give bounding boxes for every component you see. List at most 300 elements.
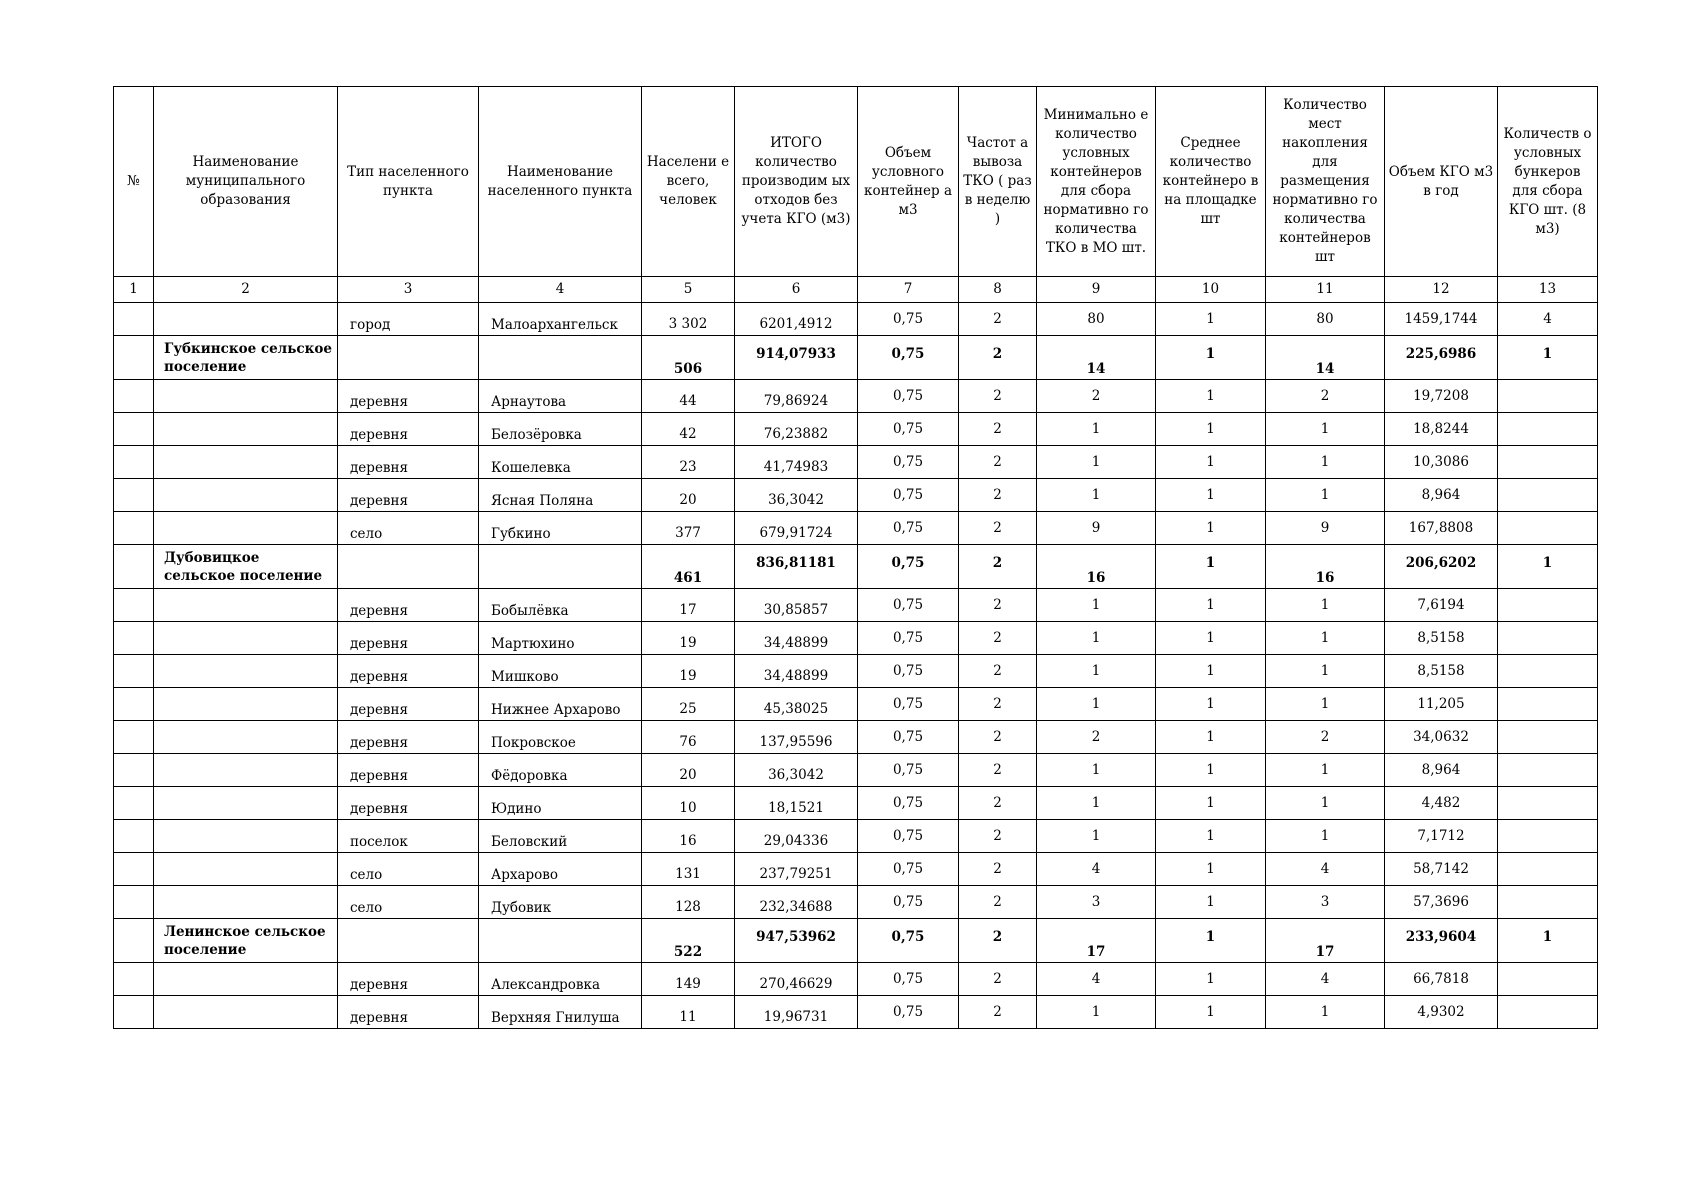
header-cell: Частот а вывоза ТКО ( раз в неделю ) [959, 87, 1037, 277]
avg-containers-cell: 1 [1156, 380, 1266, 413]
header-cell: Объем условного контейнер а м3 [858, 87, 959, 277]
header-cell: Среднее количество контейнеро в на площадке шт [1156, 87, 1266, 277]
table-row [114, 655, 1598, 688]
settlement-type-cell [338, 545, 479, 589]
total-waste-cell: 137,95596 [735, 721, 858, 754]
avg-containers-cell: 1 [1156, 886, 1266, 919]
settlement-type-cell [338, 919, 479, 963]
avg-containers-cell: 1 [1156, 996, 1266, 1029]
row-number-cell [114, 655, 154, 688]
frequency-cell: 2 [959, 589, 1037, 622]
frequency-cell: 2 [959, 963, 1037, 996]
header-cell: Минимально е количество условных контейнеров для сбора нормативно го количества ТКО в МО шт. [1037, 87, 1156, 277]
header-cell: Наименование населенного пункта [479, 87, 642, 277]
places-cell: 1 [1266, 589, 1385, 622]
row-number-cell [114, 996, 154, 1029]
table-row [114, 996, 1598, 1029]
places-cell: 1 [1266, 996, 1385, 1029]
settlement-type-cell: деревня [338, 787, 479, 820]
container-volume-cell: 0,75 [858, 655, 959, 688]
population-cell: 17 [642, 589, 735, 622]
settlement-type-cell: деревня [338, 721, 479, 754]
settlement-name-cell: Покровское [479, 721, 642, 754]
min-containers-cell: 4 [1037, 853, 1156, 886]
container-volume-cell: 0,75 [858, 963, 959, 996]
places-cell: 1 [1266, 787, 1385, 820]
population-cell: 149 [642, 963, 735, 996]
total-waste-cell: 232,34688 [735, 886, 858, 919]
frequency-cell: 2 [959, 996, 1037, 1029]
min-containers-cell: 80 [1037, 303, 1156, 336]
row-number-cell [114, 721, 154, 754]
header-cell: ИТОГО количество производим ых отходов без учета КГО (м3) [735, 87, 858, 277]
frequency-cell: 2 [959, 479, 1037, 512]
municipality-cell [154, 721, 338, 754]
municipality-cell [154, 622, 338, 655]
municipality-cell [154, 688, 338, 721]
places-cell: 16 [1266, 545, 1385, 589]
municipality-cell: Губкинское сельское поселение [154, 336, 338, 380]
avg-containers-cell: 1 [1156, 963, 1266, 996]
avg-containers-cell: 1 [1156, 655, 1266, 688]
min-containers-cell: 1 [1037, 655, 1156, 688]
settlement-name-cell: Фёдоровка [479, 754, 642, 787]
avg-containers-cell: 1 [1156, 754, 1266, 787]
table-body [114, 303, 1598, 1029]
places-cell: 14 [1266, 336, 1385, 380]
bunkers-cell [1498, 446, 1598, 479]
frequency-cell: 2 [959, 303, 1037, 336]
total-waste-cell: 79,86924 [735, 380, 858, 413]
bunkers-cell [1498, 996, 1598, 1029]
settlement-name-cell: Александровка [479, 963, 642, 996]
population-cell: 44 [642, 380, 735, 413]
municipality-cell [154, 820, 338, 853]
population-cell: 506 [642, 336, 735, 380]
population-cell: 10 [642, 787, 735, 820]
places-cell: 4 [1266, 853, 1385, 886]
places-cell: 80 [1266, 303, 1385, 336]
municipality-cell [154, 853, 338, 886]
municipality-row [114, 336, 1598, 380]
bunkers-cell [1498, 479, 1598, 512]
header-cell: Наименование муниципального образования [154, 87, 338, 277]
column-number-row [114, 277, 1598, 303]
kgo-volume-cell: 4,482 [1385, 787, 1498, 820]
municipality-row [114, 545, 1598, 589]
municipality-cell [154, 655, 338, 688]
settlement-name-cell: Нижнее Архарово [479, 688, 642, 721]
table-row [114, 622, 1598, 655]
settlement-name-cell: Кошелевка [479, 446, 642, 479]
table-row [114, 446, 1598, 479]
kgo-volume-cell: 233,9604 [1385, 919, 1498, 963]
min-containers-cell: 1 [1037, 413, 1156, 446]
column-number-cell: 1 [114, 277, 154, 303]
row-number-cell [114, 853, 154, 886]
kgo-volume-cell: 11,205 [1385, 688, 1498, 721]
bunkers-cell [1498, 853, 1598, 886]
column-number-cell: 3 [338, 277, 479, 303]
table-row [114, 688, 1598, 721]
table-row [114, 754, 1598, 787]
bunkers-cell [1498, 622, 1598, 655]
kgo-volume-cell: 1459,1744 [1385, 303, 1498, 336]
kgo-volume-cell: 18,8244 [1385, 413, 1498, 446]
bunkers-cell [1498, 655, 1598, 688]
min-containers-cell: 1 [1037, 996, 1156, 1029]
row-number-cell [114, 380, 154, 413]
settlement-type-cell [338, 336, 479, 380]
bunkers-cell [1498, 820, 1598, 853]
frequency-cell: 2 [959, 380, 1037, 413]
total-waste-cell: 36,3042 [735, 754, 858, 787]
settlement-type-cell: поселок [338, 820, 479, 853]
total-waste-cell: 45,38025 [735, 688, 858, 721]
municipality-cell [154, 479, 338, 512]
table-row [114, 853, 1598, 886]
min-containers-cell: 4 [1037, 963, 1156, 996]
municipality-cell [154, 380, 338, 413]
population-cell: 131 [642, 853, 735, 886]
settlement-name-cell: Мартюхино [479, 622, 642, 655]
settlement-type-cell: деревня [338, 688, 479, 721]
settlement-name-cell: Юдино [479, 787, 642, 820]
container-volume-cell: 0,75 [858, 479, 959, 512]
table-row [114, 820, 1598, 853]
column-number-cell: 2 [154, 277, 338, 303]
municipality-row [114, 919, 1598, 963]
row-number-cell [114, 303, 154, 336]
settlement-type-cell: село [338, 512, 479, 545]
header-cell: Тип населенного пункта [338, 87, 479, 277]
settlement-type-cell: деревня [338, 963, 479, 996]
header-cell: Количество мест накопления для размещения нормативно го количества контейнеров шт [1266, 87, 1385, 277]
population-cell: 76 [642, 721, 735, 754]
total-waste-cell: 19,96731 [735, 996, 858, 1029]
kgo-volume-cell: 167,8808 [1385, 512, 1498, 545]
bunkers-cell: 1 [1498, 919, 1598, 963]
table-row [114, 303, 1598, 336]
municipality-cell [154, 589, 338, 622]
min-containers-cell: 1 [1037, 754, 1156, 787]
frequency-cell: 2 [959, 820, 1037, 853]
row-number-cell [114, 754, 154, 787]
min-containers-cell: 9 [1037, 512, 1156, 545]
container-volume-cell: 0,75 [858, 721, 959, 754]
row-number-cell [114, 963, 154, 996]
kgo-volume-cell: 57,3696 [1385, 886, 1498, 919]
min-containers-cell: 1 [1037, 787, 1156, 820]
settlement-name-cell: Верхняя Гнилуша [479, 996, 642, 1029]
column-number-cell: 8 [959, 277, 1037, 303]
bunkers-cell: 1 [1498, 545, 1598, 589]
population-cell: 42 [642, 413, 735, 446]
population-cell: 20 [642, 479, 735, 512]
min-containers-cell: 1 [1037, 589, 1156, 622]
total-waste-cell: 34,48899 [735, 655, 858, 688]
min-containers-cell: 17 [1037, 919, 1156, 963]
population-cell: 377 [642, 512, 735, 545]
container-volume-cell: 0,75 [858, 886, 959, 919]
population-cell: 19 [642, 655, 735, 688]
column-number-cell: 11 [1266, 277, 1385, 303]
column-number-cell: 6 [735, 277, 858, 303]
settlement-name-cell: Архарово [479, 853, 642, 886]
container-volume-cell: 0,75 [858, 380, 959, 413]
row-number-cell [114, 413, 154, 446]
kgo-volume-cell: 8,964 [1385, 479, 1498, 512]
container-volume-cell: 0,75 [858, 787, 959, 820]
municipality-cell [154, 754, 338, 787]
container-volume-cell: 0,75 [858, 820, 959, 853]
min-containers-cell: 2 [1037, 380, 1156, 413]
table-row [114, 380, 1598, 413]
avg-containers-cell: 1 [1156, 446, 1266, 479]
table-row [114, 787, 1598, 820]
header-cell: Населени е всего, человек [642, 87, 735, 277]
settlement-type-cell: деревня [338, 754, 479, 787]
settlement-name-cell: Ясная Поляна [479, 479, 642, 512]
bunkers-cell [1498, 963, 1598, 996]
container-volume-cell: 0,75 [858, 545, 959, 589]
row-number-cell [114, 589, 154, 622]
settlement-type-cell: село [338, 853, 479, 886]
settlement-name-cell: Беловский [479, 820, 642, 853]
settlement-name-cell: Мишково [479, 655, 642, 688]
population-cell: 3 302 [642, 303, 735, 336]
municipality-cell [154, 303, 338, 336]
row-number-cell [114, 787, 154, 820]
settlement-name-cell: Дубовик [479, 886, 642, 919]
container-volume-cell: 0,75 [858, 919, 959, 963]
frequency-cell: 2 [959, 336, 1037, 380]
municipality-cell [154, 413, 338, 446]
settlement-type-cell: деревня [338, 413, 479, 446]
places-cell: 1 [1266, 446, 1385, 479]
places-cell: 1 [1266, 688, 1385, 721]
population-cell: 20 [642, 754, 735, 787]
population-cell: 461 [642, 545, 735, 589]
frequency-cell: 2 [959, 853, 1037, 886]
row-number-cell [114, 479, 154, 512]
min-containers-cell: 14 [1037, 336, 1156, 380]
settlement-name-cell: Арнаутова [479, 380, 642, 413]
settlement-name-cell: Белозёровка [479, 413, 642, 446]
avg-containers-cell: 1 [1156, 721, 1266, 754]
places-cell: 1 [1266, 655, 1385, 688]
column-number-cell: 9 [1037, 277, 1156, 303]
total-waste-cell: 41,74983 [735, 446, 858, 479]
column-number-cell: 7 [858, 277, 959, 303]
frequency-cell: 2 [959, 688, 1037, 721]
settlement-name-cell [479, 336, 642, 380]
min-containers-cell: 1 [1037, 688, 1156, 721]
municipality-cell [154, 446, 338, 479]
bunkers-cell [1498, 886, 1598, 919]
container-volume-cell: 0,75 [858, 336, 959, 380]
places-cell: 1 [1266, 479, 1385, 512]
min-containers-cell: 3 [1037, 886, 1156, 919]
waste-table [113, 86, 1598, 1029]
settlement-type-cell: село [338, 886, 479, 919]
header-row [114, 87, 1598, 277]
row-number-cell [114, 688, 154, 721]
places-cell: 4 [1266, 963, 1385, 996]
places-cell: 9 [1266, 512, 1385, 545]
settlement-type-cell: деревня [338, 622, 479, 655]
column-number-cell: 13 [1498, 277, 1598, 303]
column-number-cell: 12 [1385, 277, 1498, 303]
total-waste-cell: 34,48899 [735, 622, 858, 655]
municipality-cell [154, 996, 338, 1029]
avg-containers-cell: 1 [1156, 622, 1266, 655]
kgo-volume-cell: 206,6202 [1385, 545, 1498, 589]
municipality-cell: Ленинское сельское поселение [154, 919, 338, 963]
kgo-volume-cell: 4,9302 [1385, 996, 1498, 1029]
header-cell: № [114, 87, 154, 277]
container-volume-cell: 0,75 [858, 996, 959, 1029]
bunkers-cell [1498, 688, 1598, 721]
kgo-volume-cell: 8,5158 [1385, 655, 1498, 688]
frequency-cell: 2 [959, 787, 1037, 820]
frequency-cell: 2 [959, 754, 1037, 787]
kgo-volume-cell: 34,0632 [1385, 721, 1498, 754]
kgo-volume-cell: 66,7818 [1385, 963, 1498, 996]
places-cell: 1 [1266, 820, 1385, 853]
settlement-type-cell: деревня [338, 479, 479, 512]
row-number-cell [114, 886, 154, 919]
settlement-type-cell: деревня [338, 655, 479, 688]
min-containers-cell: 1 [1037, 820, 1156, 853]
frequency-cell: 2 [959, 446, 1037, 479]
settlement-type-cell: деревня [338, 996, 479, 1029]
kgo-volume-cell: 8,964 [1385, 754, 1498, 787]
bunkers-cell [1498, 754, 1598, 787]
total-waste-cell: 836,81181 [735, 545, 858, 589]
row-number-cell [114, 820, 154, 853]
total-waste-cell: 6201,4912 [735, 303, 858, 336]
row-number-cell [114, 336, 154, 380]
table-row [114, 413, 1598, 446]
container-volume-cell: 0,75 [858, 589, 959, 622]
total-waste-cell: 270,46629 [735, 963, 858, 996]
row-number-cell [114, 545, 154, 589]
table-row [114, 721, 1598, 754]
total-waste-cell: 29,04336 [735, 820, 858, 853]
kgo-volume-cell: 7,6194 [1385, 589, 1498, 622]
min-containers-cell: 1 [1037, 622, 1156, 655]
table-row [114, 479, 1598, 512]
container-volume-cell: 0,75 [858, 688, 959, 721]
column-number-cell: 4 [479, 277, 642, 303]
kgo-volume-cell: 225,6986 [1385, 336, 1498, 380]
avg-containers-cell: 1 [1156, 820, 1266, 853]
settlement-name-cell: Малоархангельск [479, 303, 642, 336]
min-containers-cell: 16 [1037, 545, 1156, 589]
avg-containers-cell: 1 [1156, 688, 1266, 721]
container-volume-cell: 0,75 [858, 853, 959, 886]
header-cell: Объем КГО м3 в год [1385, 87, 1498, 277]
total-waste-cell: 18,1521 [735, 787, 858, 820]
population-cell: 25 [642, 688, 735, 721]
settlement-type-cell: город [338, 303, 479, 336]
population-cell: 23 [642, 446, 735, 479]
frequency-cell: 2 [959, 655, 1037, 688]
row-number-cell [114, 446, 154, 479]
avg-containers-cell: 1 [1156, 479, 1266, 512]
table-row [114, 963, 1598, 996]
avg-containers-cell: 1 [1156, 589, 1266, 622]
bunkers-cell [1498, 380, 1598, 413]
min-containers-cell: 1 [1037, 479, 1156, 512]
container-volume-cell: 0,75 [858, 512, 959, 545]
total-waste-cell: 237,79251 [735, 853, 858, 886]
places-cell: 3 [1266, 886, 1385, 919]
kgo-volume-cell: 58,7142 [1385, 853, 1498, 886]
container-volume-cell: 0,75 [858, 754, 959, 787]
frequency-cell: 2 [959, 545, 1037, 589]
kgo-volume-cell: 8,5158 [1385, 622, 1498, 655]
avg-containers-cell: 1 [1156, 853, 1266, 886]
municipality-cell [154, 886, 338, 919]
min-containers-cell: 1 [1037, 446, 1156, 479]
places-cell: 1 [1266, 754, 1385, 787]
total-waste-cell: 76,23882 [735, 413, 858, 446]
places-cell: 2 [1266, 721, 1385, 754]
places-cell: 1 [1266, 413, 1385, 446]
population-cell: 19 [642, 622, 735, 655]
municipality-cell [154, 512, 338, 545]
places-cell: 17 [1266, 919, 1385, 963]
total-waste-cell: 947,53962 [735, 919, 858, 963]
bunkers-cell [1498, 512, 1598, 545]
population-cell: 16 [642, 820, 735, 853]
bunkers-cell [1498, 787, 1598, 820]
total-waste-cell: 36,3042 [735, 479, 858, 512]
total-waste-cell: 679,91724 [735, 512, 858, 545]
settlement-type-cell: деревня [338, 446, 479, 479]
avg-containers-cell: 1 [1156, 545, 1266, 589]
row-number-cell [114, 512, 154, 545]
bunkers-cell: 1 [1498, 336, 1598, 380]
settlement-name-cell: Губкино [479, 512, 642, 545]
places-cell: 2 [1266, 380, 1385, 413]
frequency-cell: 2 [959, 413, 1037, 446]
container-volume-cell: 0,75 [858, 413, 959, 446]
frequency-cell: 2 [959, 886, 1037, 919]
settlement-name-cell [479, 919, 642, 963]
container-volume-cell: 0,75 [858, 303, 959, 336]
settlement-name-cell [479, 545, 642, 589]
avg-containers-cell: 1 [1156, 512, 1266, 545]
places-cell: 1 [1266, 622, 1385, 655]
population-cell: 128 [642, 886, 735, 919]
container-volume-cell: 0,75 [858, 622, 959, 655]
kgo-volume-cell: 19,7208 [1385, 380, 1498, 413]
header-cell: Количеств о условных бункеров для сбора КГО шт. (8 м3) [1498, 87, 1598, 277]
table-row [114, 886, 1598, 919]
settlement-type-cell: деревня [338, 380, 479, 413]
bunkers-cell [1498, 413, 1598, 446]
row-number-cell [114, 622, 154, 655]
row-number-cell [114, 919, 154, 963]
column-number-cell: 5 [642, 277, 735, 303]
settlement-type-cell: деревня [338, 589, 479, 622]
settlement-name-cell: Бобылёвка [479, 589, 642, 622]
bunkers-cell [1498, 589, 1598, 622]
avg-containers-cell: 1 [1156, 919, 1266, 963]
